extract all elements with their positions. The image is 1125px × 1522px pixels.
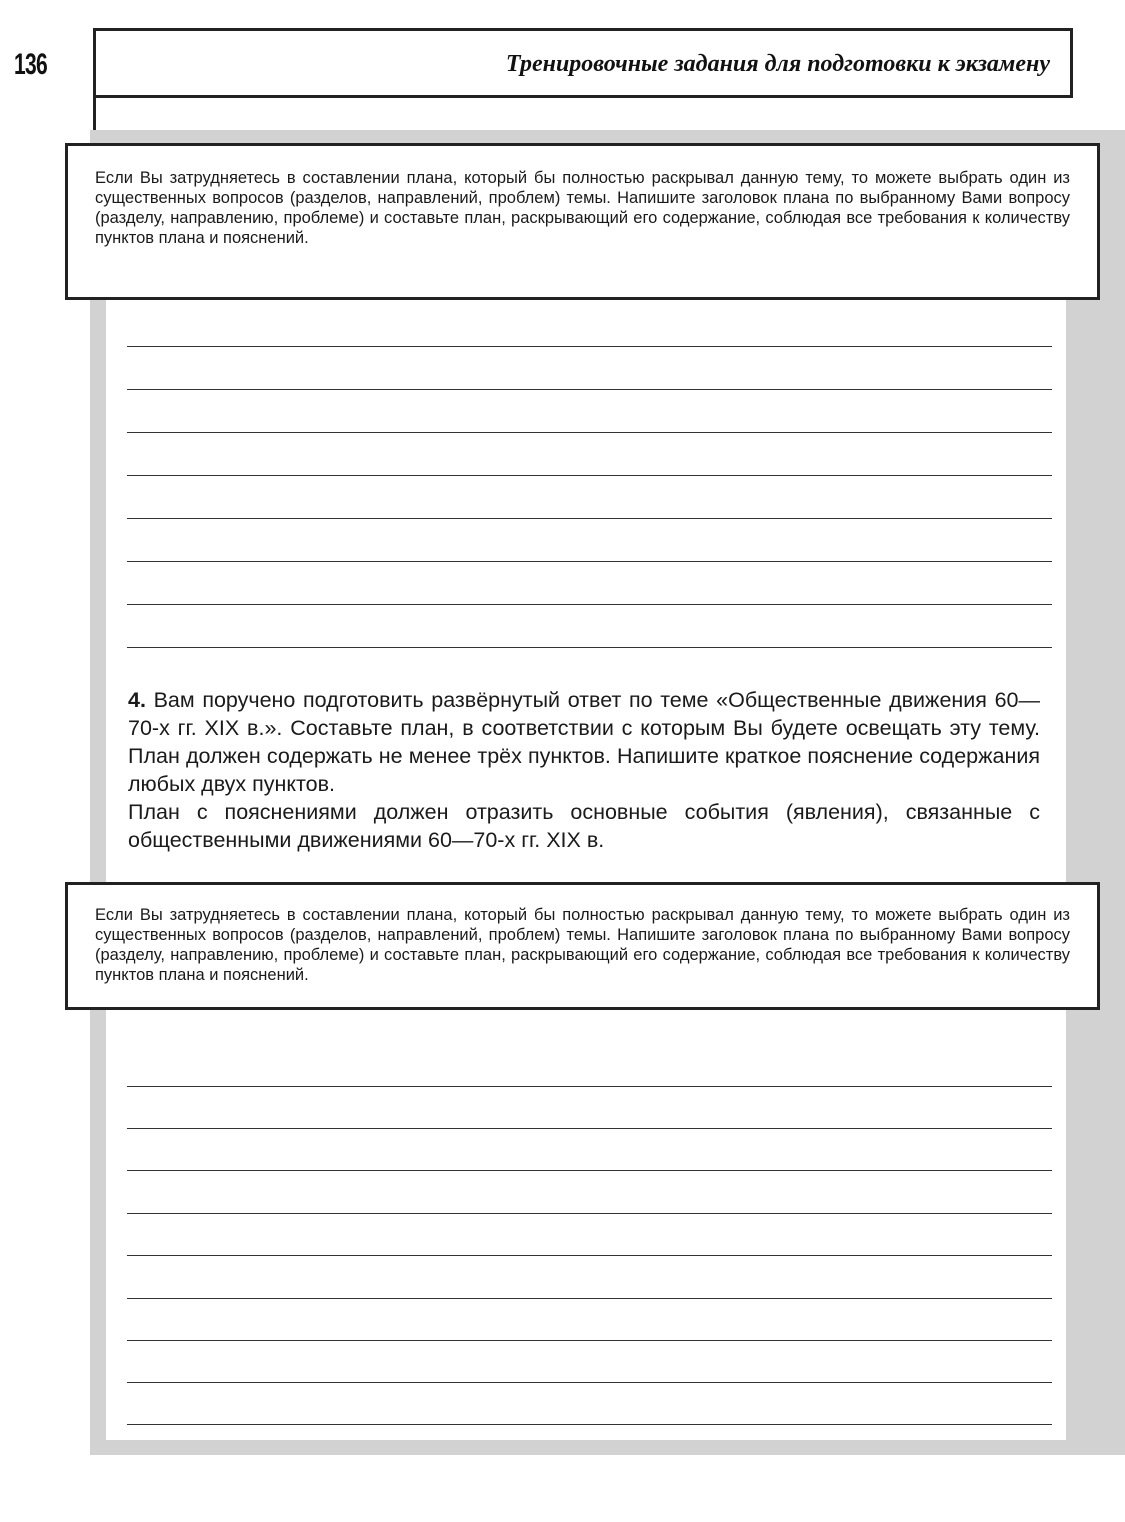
answer-line[interactable] (127, 432, 1052, 433)
task-4-number: 4. (128, 688, 146, 712)
answer-line[interactable] (127, 1340, 1052, 1341)
task-4-text: Вам поручено подготовить развёрнутый ответ по теме «Общественные движения 60—70-х гг. XIX в.». Составьте план, в соответствии с которым Вы будете освещать эту тему. План должен содержать не менее трёх пунктов. Напишите краткое пояснение содержания любых двух пунктов. (128, 688, 1040, 796)
answer-line[interactable] (127, 1382, 1052, 1383)
answer-line[interactable] (127, 389, 1052, 390)
answer-line[interactable] (127, 604, 1052, 605)
page-number: 136 (14, 48, 47, 81)
answer-line[interactable] (127, 1170, 1052, 1171)
instruction-note-2 (65, 882, 1100, 1010)
instruction-note-2-text: Если Вы затрудняетесь в составлении плана, который бы полностью раскрывал данную тему, то можете выбрать один из существенных вопросов (разделов, направлений, проблем) темы. Напишите заголовок плана по выбранному Вами вопросу (разделу, направлению, проблеме) и составьте план, раскрывающий его содержание, соблюдая все требования к количеству пунктов плана и пояснений. (95, 906, 1070, 984)
instruction-note-1-text: Если Вы затрудняетесь в составлении плана, который бы полностью раскрывал данную тему, то можете выбрать один из существенных вопросов (разделов, направлений, проблем) темы. Напишите заголовок плана по выбранному Вами вопросу (разделу, направлению, проблеме) и составьте план, раскрывающий его содержание, соблюдая все требования к количеству пунктов плана и пояснений. (95, 169, 1070, 247)
answer-line[interactable] (127, 1213, 1052, 1214)
answer-line[interactable] (127, 518, 1052, 519)
answer-line[interactable] (127, 1424, 1052, 1425)
answer-line[interactable] (127, 1255, 1052, 1256)
header-box (93, 28, 1073, 98)
answer-line[interactable] (127, 1298, 1052, 1299)
answer-line[interactable] (127, 475, 1052, 476)
answer-line[interactable] (127, 1086, 1052, 1087)
header-title: Тренировочные задания для подготовки к экзамену (505, 51, 1050, 77)
instruction-note-1 (65, 143, 1100, 300)
header-divider (93, 96, 96, 132)
answer-line[interactable] (127, 561, 1052, 562)
answer-line[interactable] (127, 1128, 1052, 1129)
task-4-paragraph-2: План с пояснениями должен отразить основные события (явления), связанные с общественными движениями 60—70-х гг. XIX в. (128, 800, 1040, 852)
task-4 (128, 686, 1040, 854)
task-4-paragraph-1 (128, 686, 1040, 798)
answer-line[interactable] (127, 346, 1052, 347)
answer-line[interactable] (127, 647, 1052, 648)
